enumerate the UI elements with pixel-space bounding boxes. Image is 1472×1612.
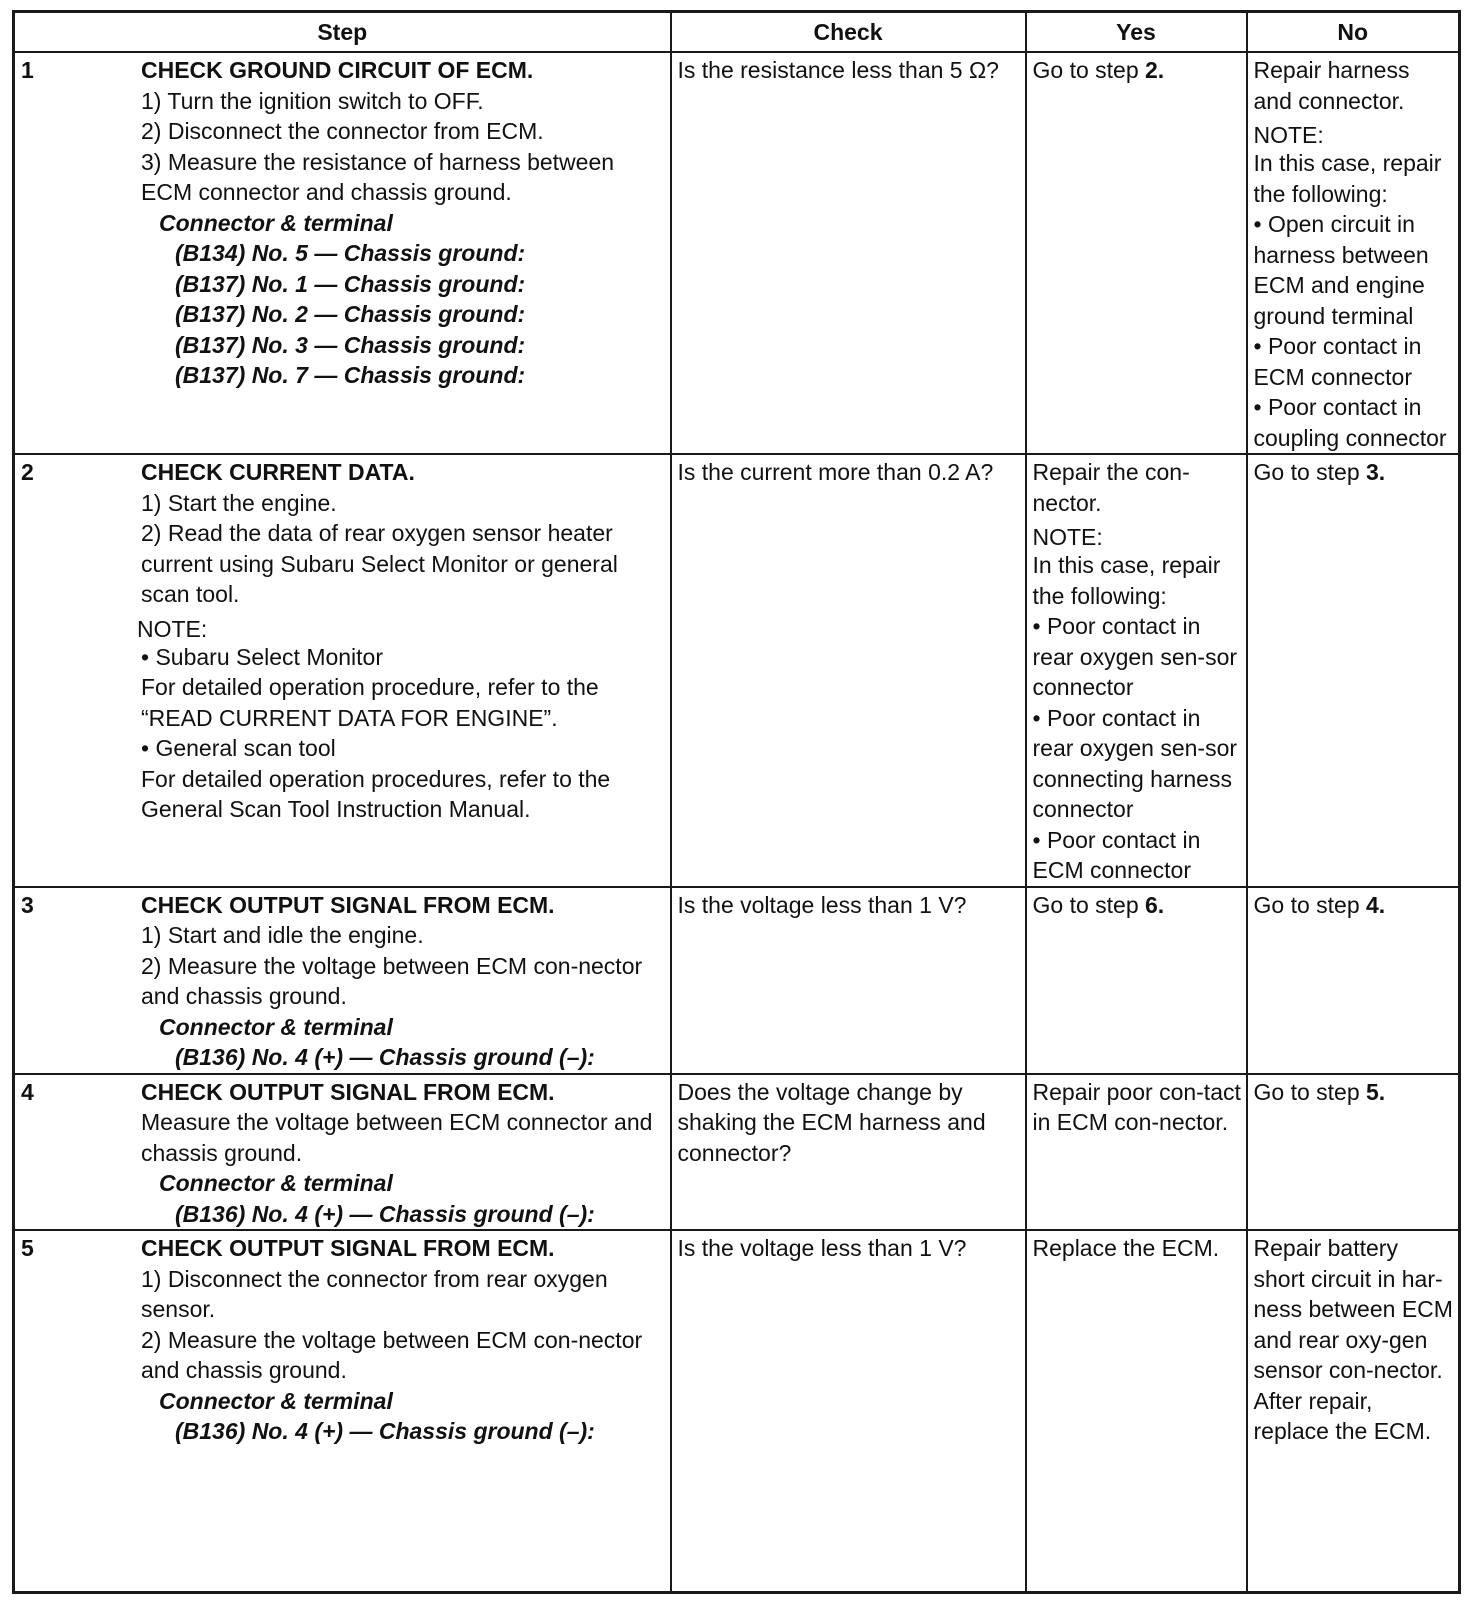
no-step-link: 3. xyxy=(1366,459,1386,485)
step-line: 3) Measure the resistance of harness between ECM connector and chassis ground. xyxy=(141,148,615,205)
step-line: 2) Measure the voltage between ECM con-nector and chassis ground. xyxy=(141,952,643,1009)
note-line: In this case, repair the following: xyxy=(1032,552,1221,609)
note-line: • Poor contact in rear oxygen sen-sor connector xyxy=(1032,613,1238,700)
no-text: Go to step xyxy=(1253,1078,1367,1105)
no-cell xyxy=(1247,887,1460,1074)
step-number: 4 xyxy=(21,1078,34,1105)
step-line: 1) Turn the ignition switch to OFF. xyxy=(141,87,484,114)
terminal-label: Connector & terminal xyxy=(159,1170,393,1196)
no-step-link: 5. xyxy=(1366,1078,1386,1105)
table-row xyxy=(14,1074,1460,1231)
step-line: 2) Disconnect the connector from ECM. xyxy=(141,118,544,144)
step-title: CHECK CURRENT DATA. xyxy=(141,459,415,485)
terminal-label: Connector & terminal xyxy=(159,209,393,236)
step-number: 5 xyxy=(21,1235,34,1261)
header-check: Check xyxy=(671,12,1026,53)
note-line: • Open circuit in harness between ECM and engine ground terminal xyxy=(1253,211,1429,329)
no-text: Go to step xyxy=(1253,891,1367,918)
table-row xyxy=(14,52,1460,454)
check-cell: Does the voltage change by shaking the ECM harness and connector? xyxy=(671,1074,1026,1231)
note-line: • Poor contact in ECM connector xyxy=(1253,333,1422,390)
yes-cell: Repair poor con-tact in ECM con-nector. xyxy=(1026,1074,1247,1231)
yes-text: Go to step xyxy=(1032,891,1146,918)
yes-step-link: 2. xyxy=(1145,57,1165,83)
step-line: 1) Disconnect the connector from rear oxygen sensor. xyxy=(141,1265,608,1322)
terminal-label: Connector & terminal xyxy=(159,1387,393,1414)
terminal-line: (B136) No. 4 (+) — Chassis ground (–): xyxy=(175,1200,595,1227)
no-cell xyxy=(1247,1074,1460,1231)
step-title: CHECK OUTPUT SIGNAL FROM ECM. xyxy=(141,891,555,918)
terminal-line: (B137) No. 2 — Chassis ground: xyxy=(175,301,526,327)
header-step: Step xyxy=(14,12,671,53)
yes-text: Go to step xyxy=(1032,57,1146,83)
check-cell: Is the voltage less than 1 V? xyxy=(671,1230,1026,1592)
terminal-line: (B137) No. 1 — Chassis ground: xyxy=(175,270,526,297)
step-cell xyxy=(14,454,671,887)
no-step-link: 4. xyxy=(1366,891,1386,918)
diagnostic-table xyxy=(12,10,1461,1594)
step-cell xyxy=(14,887,671,1074)
step-line: Measure the voltage between ECM connector and chassis ground. xyxy=(141,1109,653,1166)
note-line: • Poor contact in rear oxygen sen-sor connecting harness connector xyxy=(1032,704,1238,822)
no-cell xyxy=(1247,52,1460,454)
table-row xyxy=(14,887,1460,1074)
no-text: Go to step xyxy=(1253,459,1367,485)
step-cell xyxy=(14,1230,671,1592)
check-cell: Is the current more than 0.2 A? xyxy=(671,454,1026,887)
note-line: • General scan tool xyxy=(141,735,336,761)
yes-cell: Replace the ECM. xyxy=(1026,1230,1247,1592)
terminal-line: (B136) No. 4 (+) — Chassis ground (–): xyxy=(175,1418,595,1444)
table-row xyxy=(14,1230,1460,1592)
note-line: For detailed operation procedures, refer to the General Scan Tool Instruction Manual. xyxy=(141,765,611,822)
yes-cell xyxy=(1026,454,1247,887)
no-cell: Repair battery short circuit in har-ness between ECM and rear oxy-gen sensor con-nector. After repair, replace the ECM. xyxy=(1247,1230,1460,1592)
note-label: NOTE: xyxy=(1253,122,1324,148)
terminal-label: Connector & terminal xyxy=(159,1013,393,1040)
step-number: 2 xyxy=(21,459,34,485)
yes-step-link: 6. xyxy=(1145,891,1165,918)
step-number: 1 xyxy=(21,57,34,83)
step-line: 2) Read the data of rear oxygen sensor heater current using Subaru Select Monitor or general scan tool. xyxy=(141,520,618,607)
step-cell xyxy=(14,52,671,454)
note-line: • Subaru Select Monitor xyxy=(141,643,384,670)
header-no: No xyxy=(1247,12,1460,53)
no-cell xyxy=(1247,454,1460,887)
terminal-line: (B137) No. 7 — Chassis ground: xyxy=(175,362,526,388)
step-number: 3 xyxy=(21,891,34,918)
yes-text: Repair the con-nector. xyxy=(1032,459,1190,516)
note-label: NOTE: xyxy=(137,615,208,642)
step-cell xyxy=(14,1074,671,1231)
check-cell: Is the voltage less than 1 V? xyxy=(671,887,1026,1074)
yes-cell xyxy=(1026,52,1247,454)
note-line: In this case, repair the following: xyxy=(1253,150,1442,207)
terminal-line: (B136) No. 4 (+) — Chassis ground (–): xyxy=(175,1044,595,1070)
header-row xyxy=(14,12,1460,53)
step-title: CHECK OUTPUT SIGNAL FROM ECM. xyxy=(141,1235,555,1261)
no-text: Repair harness and connector. xyxy=(1253,57,1410,114)
step-line: 1) Start and idle the engine. xyxy=(141,922,424,948)
note-line: • Poor contact in ECM connector xyxy=(1032,826,1201,883)
note-line: • Poor contact in coupling connector xyxy=(1253,394,1447,451)
step-title: CHECK GROUND CIRCUIT OF ECM. xyxy=(141,57,534,83)
note-label: NOTE: xyxy=(1032,524,1103,550)
yes-cell xyxy=(1026,887,1247,1074)
step-title: CHECK OUTPUT SIGNAL FROM ECM. xyxy=(141,1078,555,1105)
terminal-line: (B134) No. 5 — Chassis ground: xyxy=(175,240,526,266)
step-line: 1) Start the engine. xyxy=(141,489,337,516)
table-row xyxy=(14,454,1460,887)
step-line: 2) Measure the voltage between ECM con-nector and chassis ground. xyxy=(141,1326,643,1383)
check-cell: Is the resistance less than 5 Ω? xyxy=(671,52,1026,454)
terminal-line: (B137) No. 3 — Chassis ground: xyxy=(175,331,526,358)
header-yes: Yes xyxy=(1026,12,1247,53)
note-line: For detailed operation procedure, refer to the “READ CURRENT DATA FOR ENGINE”. xyxy=(141,674,599,731)
